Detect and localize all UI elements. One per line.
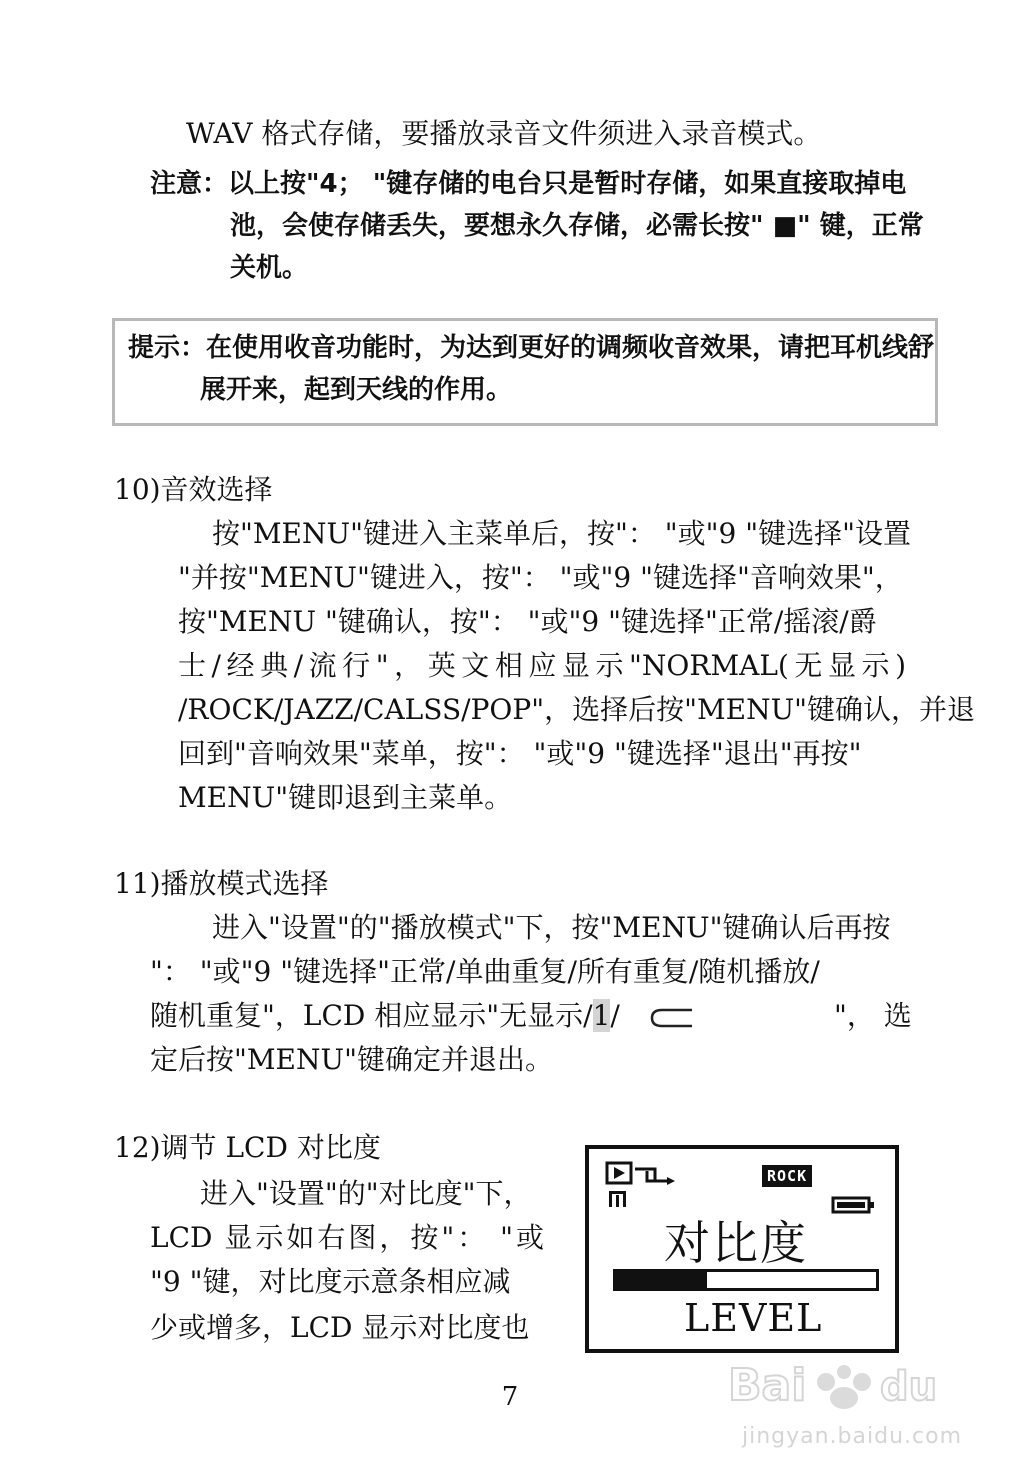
page-number: 7 (501, 1382, 519, 1412)
contrast-bar (613, 1269, 879, 1291)
baidu-watermark (722, 1348, 982, 1458)
text-line (150, 998, 620, 1034)
note-line: 注意：以上按"4； "键存储的电台只是暂时存储，如果直接取掉电 (150, 169, 907, 199)
text-line: 少或增多，LCD 显示对比度也 (150, 1311, 530, 1344)
text-line: 回到"音响效果"菜单，按"： "或"9 "键选择"退出"再按" (178, 737, 862, 770)
text-segment: / (610, 999, 620, 1032)
svg-text:Bai: Bai (728, 1360, 807, 1411)
text-line: /ROCK/JAZZ/CALSS/POP"，选择后按"MENU"键确认，并退 (178, 693, 976, 726)
battery-icon (831, 1195, 877, 1215)
watermark-url: jingyan.baidu.com (741, 1424, 963, 1449)
tip-line: 提示：在使用收音功能时，为达到更好的调频收音效果，请把耳机线舒 (128, 333, 935, 363)
contrast-bar-fill (616, 1272, 707, 1288)
highlighted-text: 1 (592, 999, 611, 1032)
text-line: "并按"MENU"键进入，按"： "或"9 "键选择"音响效果"， (178, 561, 903, 594)
text-line: 按"MENU"键进入主菜单后，按"： "或"9 "键选择"设置 (212, 517, 911, 550)
text-line: WAV 格式存储，要播放录音文件须进入录音模式。 (186, 117, 822, 150)
text-line: 士/经典/流行"，英文相应显示"NORMAL(无显示) (178, 649, 906, 682)
note-line: 池，会使存储丢失，要想永久存储，必需长按" ■" 键，正常 (230, 211, 924, 241)
section-heading: 12)调节 LCD 对比度 (114, 1131, 381, 1164)
tip-line: 展开来，起到天线的作用。 (200, 375, 513, 405)
text-segment: "， 选 (834, 999, 912, 1032)
text-line: 进入"设置"的"对比度"下， (200, 1177, 532, 1210)
lcd-title: 对比度 (664, 1216, 808, 1270)
note-line: 关机。 (230, 253, 309, 283)
text-line: 进入"设置"的"播放模式"下，按"MENU"键确认后再按 (212, 911, 891, 944)
section-heading: 11)播放模式选择 (114, 867, 329, 900)
play-repeat-icon (605, 1161, 685, 1215)
text-line: 定后按"MENU"键确定并退出。 (150, 1043, 553, 1076)
text-line: 按"MENU "键确认，按"： "或"9 "键选择"正常/摇滚/爵 (178, 605, 877, 638)
text-line: MENU"键即退到主菜单。 (178, 781, 513, 814)
eq-badge: ROCK (762, 1165, 812, 1187)
repeat-mode-icon (648, 1006, 696, 1030)
text-segment: 随机重复"，LCD 相应显示"无显示/ (150, 999, 593, 1032)
text-line: "9 "键，对比度示意条相应减 (150, 1265, 511, 1298)
lcd-contrast-screen (585, 1145, 899, 1353)
baidu-logo-icon (722, 1348, 982, 1424)
lcd-level-label: LEVEL (684, 1296, 823, 1340)
text-line: LCD 显示如右图，按"： "或 (150, 1221, 544, 1254)
section-heading: 10)音效选择 (114, 473, 273, 506)
text-line: "： "或"9 "键选择"正常/单曲重复/所有重复/随机播放/ (150, 955, 820, 988)
svg-text:du: du (880, 1364, 938, 1410)
